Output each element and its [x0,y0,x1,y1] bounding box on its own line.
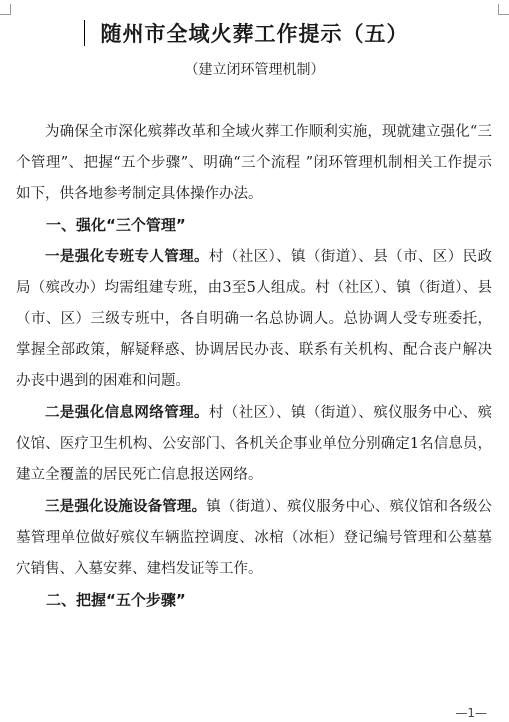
item-paragraph-3 [16,491,492,585]
item-paragraph-2 [16,397,492,491]
document-subtitle: （建立闭环管理机制） [184,62,325,78]
page-number: —1— [455,706,487,720]
section-heading-1: 一、强化“三个管理” [46,216,186,234]
item-paragraph-1 [16,241,492,397]
corner-mark-top-right [498,4,509,15]
item-lead-1: 一是强化专班专人管理。 [45,248,209,265]
item-text-3: 镇（街道）、殡仪服务中心、殡仪馆和各级公墓管理单位做好殡仪车辆监控调度、冰棺（冰柜）登记编号管理和公墓墓穴销售、入墓安葬、建档发证等工作。 [16,499,493,577]
intro-paragraph: 为确保全市深化殡葬改革和全域火葬工作顺利实施，现就建立强化“三个管理”、把握“五个步骤”、明确“三个流程 ”闭环管理机制相关工作提示如下，供各地参考制定具体操作办法。 [16,124,492,202]
item-text-1: 村（社区）、镇（街道）、县（市、区）民政局（殡改办）均需组建专班，由3至5人组成。村（社区）、镇（街道）、县（市、区）三级专班中，各自明确一名总协调人。总协调人受专班委托，掌握全部政策，解疑释惑、协调居民办丧、联系有关机构、配合丧户解决办丧中遇到的困难和问题。 [16,249,493,389]
item-lead-3: 三是强化设施设备管理。 [45,498,207,515]
document-title: 随州市全域火葬工作提示（五） [100,22,409,46]
document-body [16,117,492,616]
text-cursor [84,20,85,46]
corner-mark-top-left [0,4,11,15]
section-heading-2: 二、把握“五个步骤” [46,591,186,609]
item-lead-2: 二是强化信息网络管理。 [45,404,209,421]
item-text-2: 村（社区）、镇（街道）、殡仪服务中心、殡仪馆、医疗卫生机构、公安部门、各机关企事业单位分别确定1名信息员，建立全覆盖的居民死亡信息报送网络。 [16,405,493,483]
